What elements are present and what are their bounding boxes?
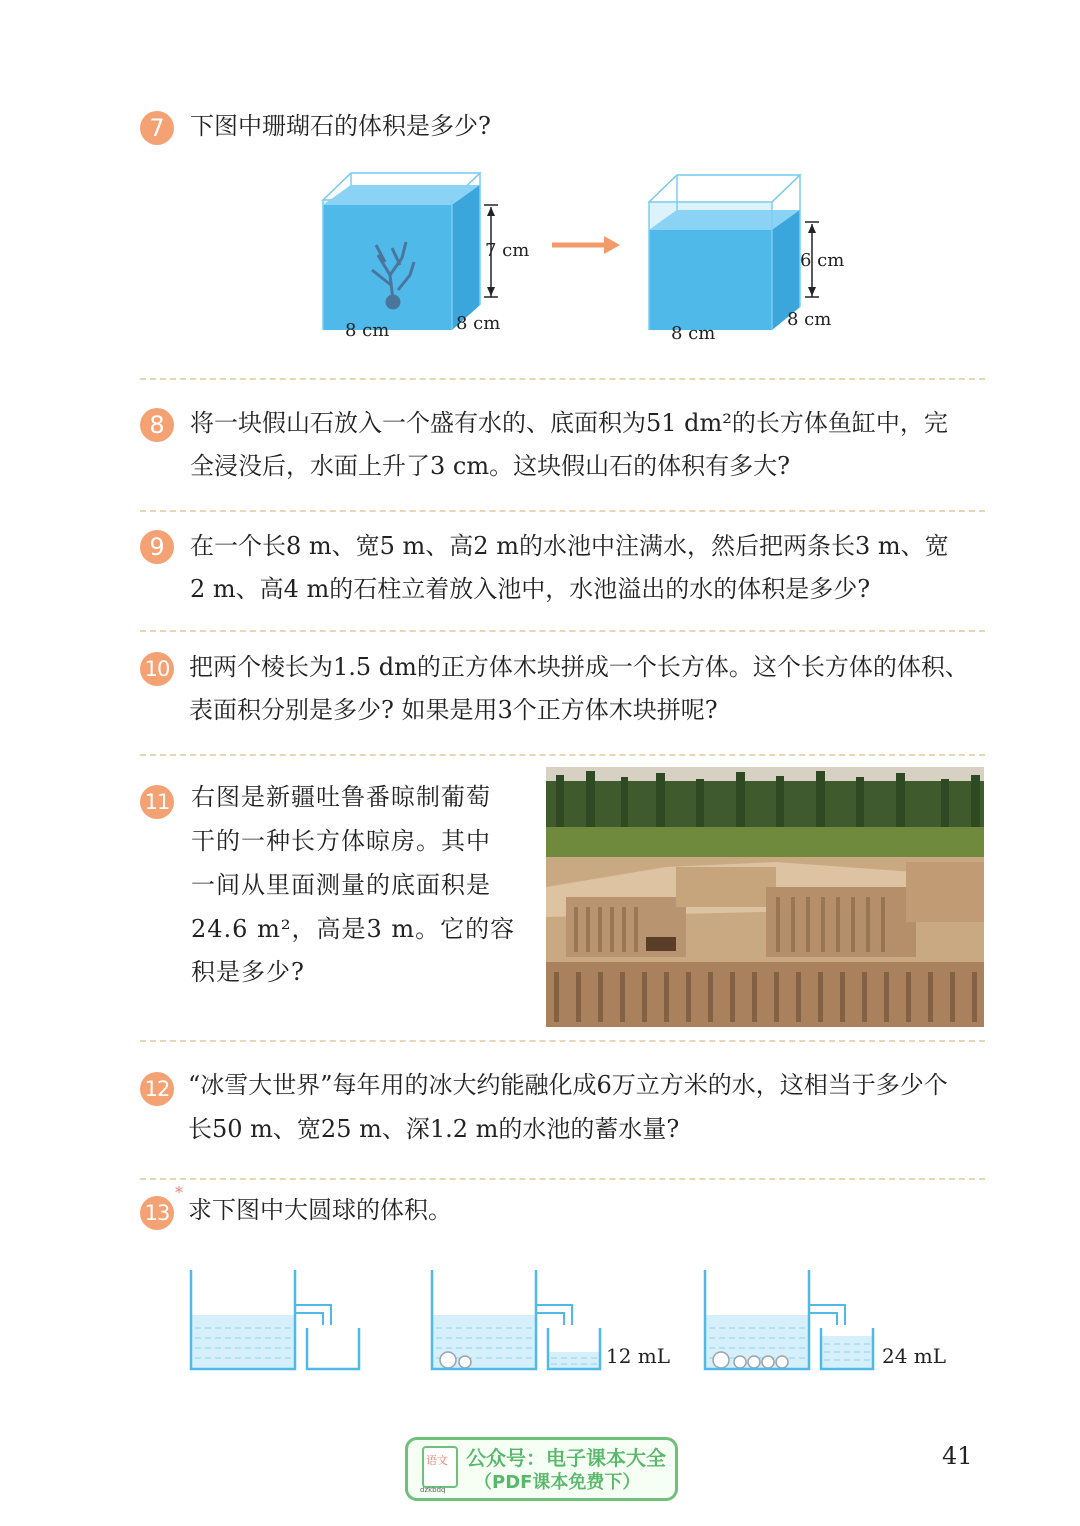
question-13-text: 求下图中大圆球的体积。 — [188, 1196, 452, 1224]
question-number-7: 7 — [140, 111, 174, 145]
question-11-line: 24.6 m²，高是3 m。它的容 — [191, 915, 516, 943]
tank1-width-label: 8 cm — [345, 320, 390, 341]
question-number-11: 11 — [140, 785, 174, 819]
separator — [140, 1178, 985, 1180]
separator — [140, 378, 985, 380]
book-icon — [420, 1446, 458, 1494]
tank2-depth-label: 8 cm — [787, 309, 832, 330]
question-number-13: 13 — [140, 1196, 174, 1230]
watermark-logo-sub: dzkbdq — [420, 1486, 446, 1494]
question-9-line1: 在一个长8 m、宽5 m、高2 m的水池中注满水，然后把两条长3 m、宽 — [190, 532, 949, 560]
ball-icon — [459, 1356, 471, 1368]
arrow-right-icon — [552, 236, 620, 254]
tank2-width-label: 8 cm — [671, 323, 716, 344]
ball-icon — [748, 1356, 760, 1368]
question-number-8: 8 — [140, 408, 174, 442]
drying-house-photo — [546, 767, 984, 1027]
watermark-line2: （PDF课本免费下） — [474, 1472, 641, 1493]
question-11-line: 一间从里面测量的底面积是 — [191, 871, 491, 899]
question-11-line: 积是多少? — [191, 958, 305, 986]
separator — [140, 630, 985, 632]
beaker-set-1 — [191, 1270, 359, 1369]
ball-icon — [734, 1356, 746, 1368]
tank-with-coral — [323, 173, 498, 330]
tank2-height-label: 6 cm — [800, 250, 845, 271]
tank1-depth-label: 8 cm — [456, 313, 501, 334]
separator — [140, 754, 985, 756]
question-10-line2: 表面积分别是多少? 如果是用3个正方体木块拼呢? — [189, 696, 718, 724]
question-7-text: 下图中珊瑚石的体积是多少? — [190, 112, 491, 140]
question-11-line: 干的一种长方体晾房。其中 — [191, 827, 491, 855]
separator — [140, 510, 985, 512]
beaker-set-2 — [432, 1270, 600, 1369]
question-9-line2: 2 m、高4 m的石柱立着放入池中，水池溢出的水的体积是多少? — [190, 575, 871, 603]
question-12-line2: 长50 m、宽25 m、深1.2 m的水池的蓄水量? — [188, 1115, 680, 1143]
page-number: 41 — [942, 1442, 973, 1470]
question-10-line1: 把两个棱长为1.5 dm的正方体木块拼成一个长方体。这个长方体的体积、 — [189, 653, 969, 681]
beaker-set-3 — [705, 1270, 873, 1369]
beaker-figure — [0, 1260, 1080, 1410]
tank1-height-label: 7 cm — [485, 240, 530, 261]
ball-icon — [713, 1352, 729, 1368]
question-12-line1: “冰雪大世界”每年用的冰大约能融化成6万立方米的水，这相当于多少个 — [188, 1071, 948, 1099]
beaker2-volume-label: 12 mL — [606, 1344, 671, 1368]
beaker3-volume-label: 24 mL — [882, 1344, 947, 1368]
question-8-line1: 将一块假山石放入一个盛有水的、底面积为51 dm²的长方体鱼缸中，完 — [190, 409, 948, 437]
question-8-line2: 全浸没后，水面上升了3 cm。这块假山石的体积有多大? — [190, 452, 790, 480]
question-11-line: 右图是新疆吐鲁番晾制葡萄 — [191, 783, 491, 811]
watermark-line1: 公众号：电子课本大全 — [466, 1446, 666, 1470]
watermark-logo-text: 语文 — [426, 1454, 448, 1467]
optional-star: * — [175, 1183, 183, 1202]
coral-tank-figure — [0, 0, 1080, 370]
question-number-12: 12 — [140, 1072, 174, 1106]
ball-icon — [762, 1356, 774, 1368]
watermark-badge — [405, 1437, 678, 1501]
question-number-10: 10 — [140, 652, 174, 686]
tank-without-coral — [649, 175, 819, 330]
separator — [140, 1040, 985, 1042]
ball-icon — [440, 1352, 456, 1368]
ball-icon — [776, 1356, 788, 1368]
question-number-9: 9 — [140, 530, 174, 564]
